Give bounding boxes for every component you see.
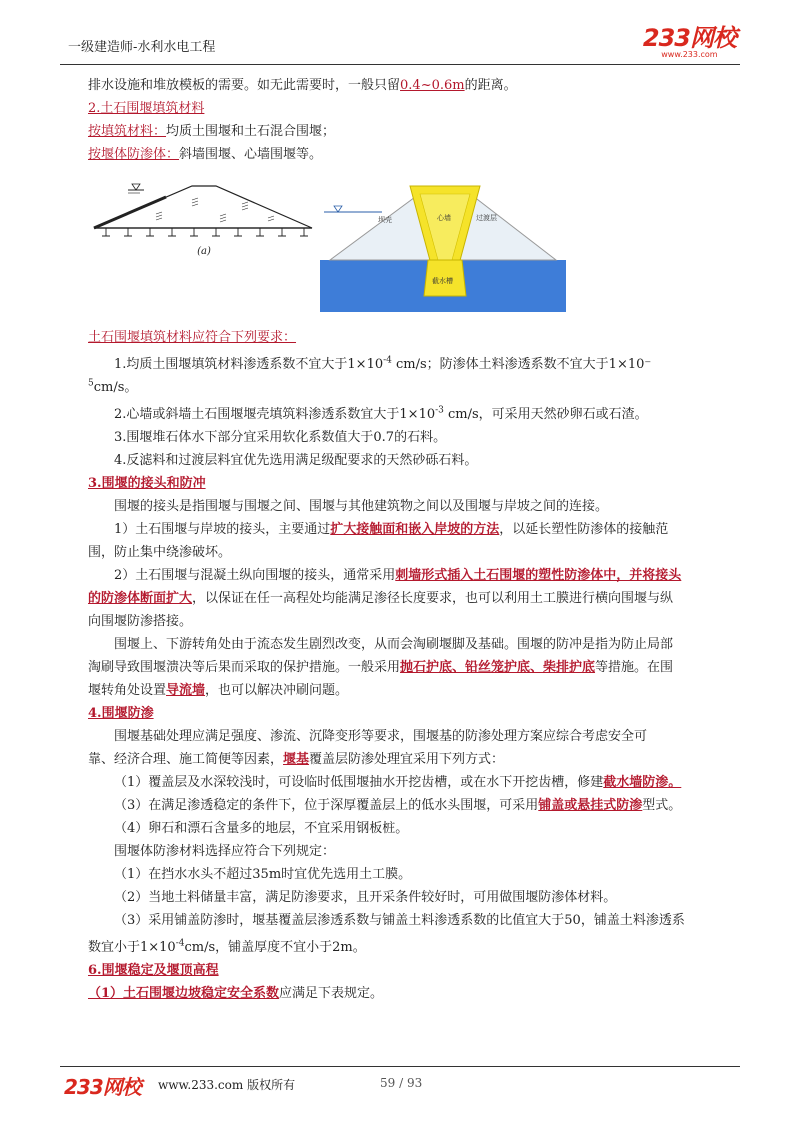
exponent: -4 [383, 355, 392, 366]
requirements-title [88, 326, 712, 349]
section-6-title [88, 959, 712, 982]
section-4-item-1 [88, 771, 712, 794]
exponent: -3 [435, 405, 444, 416]
section-3-p3-cont [88, 587, 712, 610]
highlight-method: 的防渗体断面扩大 [88, 591, 193, 606]
section-4-rule-2: （2）当地土料储量丰富，满足防渗要求，且开采条件较好时，可用做围堰防渗体材料。 [114, 890, 617, 905]
section-heading: 2.土石围堰填筑材料 [88, 101, 205, 116]
requirement-3: 3.围堰堆石体水下部分宜采用软化系数值大于0.7的石料。 [114, 430, 447, 445]
section-4-rule-1: （1）在挡水水头不超过35m时宜优先选用土工膜。 [114, 867, 412, 882]
header-title: 一级建造师-水利水电工程 [68, 40, 216, 55]
logo-url: www.233.com [661, 50, 718, 59]
cofferdam-figures [88, 172, 712, 322]
text: 的距离。 [464, 78, 517, 93]
text: 均质土围堰和土石混合围堰； [166, 124, 336, 139]
paragraph-intro [88, 74, 712, 97]
section-3-p4: 围堰上、下游转角处由于流态发生剧烈改变，从而会淘刷堰脚及基础。围堰的防冲是指为防止局部 [114, 637, 674, 652]
sloped-core-cofferdam-diagram [92, 176, 314, 268]
page-footer [60, 1066, 740, 1097]
highlight-distance: 0.4~0.6m [400, 78, 465, 93]
cutoff-trench-label: 截水槽 [432, 277, 453, 285]
section-4-title [88, 702, 712, 725]
footer-copyright: www.233.com 版权所有 [158, 1078, 296, 1092]
highlight-method: 刺墙形式插入土石围堰的塑性防渗体中，并将接头 [395, 568, 682, 583]
text: ，以延长塑性防渗体的接触范 [499, 522, 669, 537]
text: ⁻ [644, 357, 652, 372]
highlight-method: 铺盖或悬挂式防渗 [538, 798, 643, 813]
text: （1）覆盖层及水深较浅时，可设临时低围堰抽水开挖齿槽，或在水下开挖齿槽，修建 [114, 775, 604, 790]
highlight-method: 抛石护底、铅丝笼护底、柴排护底 [400, 660, 596, 675]
transition-layer-label: 过渡层 [476, 214, 497, 222]
section-3-p4-l2 [88, 656, 712, 679]
text: 覆盖层防渗处理宜采用下列方式： [309, 752, 505, 767]
text: 2.心墙或斜墙土石围堰堰壳填筑料渗透系数宜大于1×10 [114, 407, 436, 422]
highlight-method: 导流墙 [166, 683, 206, 698]
highlight-term: 堰基 [283, 752, 310, 767]
highlight-term: 按填筑材料： [88, 124, 167, 139]
highlight-term: （1）土石围堰边坡稳定安全系数 [88, 986, 280, 1001]
exponent: -4 [175, 938, 185, 949]
text: 靠、经济合理、施工简便等因素， [88, 752, 284, 767]
section-4-item-4: （4）卵石和漂石含量多的地层，不宜采用钢板桩。 [114, 821, 409, 836]
text: ，以保证在任一高程处均能满足渗径长度要求，也可以利用土工膜进行横向围堰与纵 [192, 591, 674, 606]
text: 堰转角处设置 [88, 683, 167, 698]
footer-logo[interactable]: 233网校 [64, 1075, 141, 1099]
section-4-rule-3: （3）采用铺盖防渗时，堰基覆盖层渗透系数与铺盖土料渗透系数的比值宜大于50，铺盖土料渗透系 [114, 913, 685, 928]
text: 斜墙围堰、心墙围堰等。 [179, 147, 323, 162]
page-header [60, 24, 740, 65]
section-2-line-2 [88, 143, 712, 166]
section-3-p2-cont: 围，防止集中绕渗破坏。 [88, 545, 232, 560]
section-4-item-3 [88, 794, 712, 817]
section-3-p3-end: 向围堰防渗搭接。 [88, 614, 193, 629]
highlight-term: 按堰体防渗体： [88, 147, 180, 162]
section-heading: 3.围堰的接头和防冲 [88, 476, 206, 491]
section-3-p4-l3 [88, 679, 712, 702]
section-4-p1-l2 [88, 748, 712, 771]
section-2-title [88, 97, 712, 120]
section-4-p2: 围堰体防渗材料选择应符合下列规定： [114, 844, 336, 859]
text: （3）在满足渗透稳定的条件下，位于深厚覆盖层上的低水头围堰，可采用 [114, 798, 539, 813]
highlight-method: 截水墙防渗。 [603, 775, 682, 790]
figure-a-label: (a) [197, 246, 211, 257]
exponent: 5 [88, 378, 94, 389]
shell-label: 坝壳 [378, 216, 392, 224]
highlight-method: 扩大接触面和嵌入岸坡的方法 [330, 522, 500, 537]
highlight-heading: 土石围堰填筑材料应符合下列要求： [88, 330, 297, 345]
page-number: 59 / 93 [380, 1076, 423, 1090]
section-3-p3 [88, 564, 712, 587]
text: cm/s，铺盖厚度不宜小于2m。 [184, 940, 366, 955]
requirement-1 [88, 353, 712, 376]
text: 1）土石围堰与岸坡的接头，主要通过 [114, 522, 331, 537]
section-2-line-1 [88, 120, 712, 143]
section-4-p1: 围堰基础处理应满足强度、渗流、沉降变形等要求，围堰基的防渗处理方案应综合考虑安全可 [114, 729, 648, 744]
requirement-1-cont [88, 376, 712, 399]
core-wall-cofferdam-diagram [320, 172, 566, 312]
requirement-2 [88, 403, 712, 426]
text: 型式。 [642, 798, 682, 813]
text: cm/s，可采用天然砂卵石或石渣。 [443, 407, 648, 422]
requirement-4: 4.反滤料和过渡层料宜优先选用满足级配要求的天然砂砾石料。 [114, 453, 478, 468]
text: 淘刷导致围堰溃决等后果而采取的保护措施。一般采用 [88, 660, 401, 675]
text: 等措施。在围 [595, 660, 674, 675]
section-4-rule-3-cont [88, 936, 712, 959]
section-3-p2 [88, 518, 712, 541]
text: 1.均质土围堰填筑材料渗透系数不宜大于1×10 [114, 357, 384, 372]
text: cm/s。 [93, 380, 138, 395]
text: ，也可以解决冲刷问题。 [205, 683, 349, 698]
text: cm/s；防渗体土料渗透系数不宜大于1×10 [391, 357, 645, 372]
text: 排水设施和堆放模板的需要。如无此需要时，一般只留 [88, 78, 401, 93]
section-3-title [88, 472, 712, 495]
section-3-p1: 围堰的接头是指围堰与围堰之间、围堰与其他建筑物之间以及围堰与岸坡之间的连接。 [114, 499, 609, 514]
section-heading: 6.围堰稳定及堰顶高程 [88, 963, 219, 978]
text: 2）土石围堰与混凝土纵向围堰的接头，通常采用 [114, 568, 396, 583]
section-heading: 4.围堰防渗 [88, 706, 154, 721]
section-6-line-1 [88, 982, 712, 1005]
brand-logo[interactable] [643, 26, 736, 59]
logo-mark: 233网校 [642, 24, 736, 52]
core-label: 心墙 [437, 214, 451, 222]
text: 数宜小于1×10 [88, 940, 176, 955]
text: 应满足下表规定。 [279, 986, 384, 1001]
document-body [88, 74, 712, 1005]
